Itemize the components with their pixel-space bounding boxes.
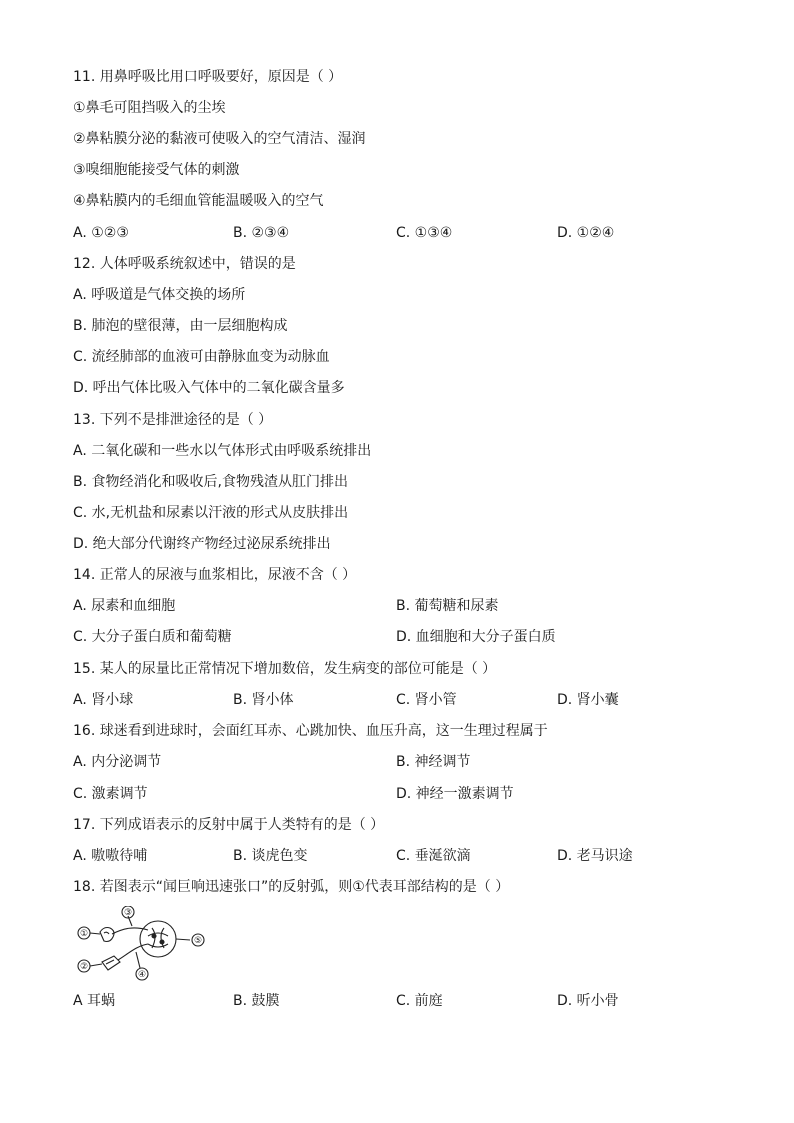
q15-stem: 15. 某人的尿量比正常情况下增加数倍，发生病变的部位可能是（ ）: [73, 661, 497, 677]
q12-option-a[interactable]: A. 呼吸道是气体交换的场所: [73, 287, 246, 303]
q16-stem: 16. 球迷看到进球时，会面红耳赤、心跳加快、血压升高，这一生理过程属于: [73, 723, 548, 739]
q15-option-a[interactable]: A. 肾小球: [73, 692, 134, 708]
q18-option-d[interactable]: D. 听小骨: [557, 993, 619, 1009]
effector-shape: [102, 956, 120, 970]
q17-stem: 17. 下列成语表示的反射中属于人类特有的是（ ）: [73, 817, 385, 833]
q17-option-b[interactable]: B. 谈虎色变: [233, 848, 308, 864]
q12-stem: 12. 人体呼吸系统叙述中，错误的是: [73, 256, 296, 272]
q11-option-a[interactable]: A. ①②③: [73, 225, 129, 241]
q12-option-c[interactable]: C. 流经肺部的血液可由静脉血变为动脉血: [73, 349, 330, 365]
q14-stem: 14. 正常人的尿液与血浆相比，尿液不含（ ）: [73, 567, 357, 583]
q13-stem: 13. 下列不是排泄途径的是（ ）: [73, 412, 273, 428]
q11-stem: 11. 用鼻呼吸比用口呼吸要好，原因是（ ）: [73, 69, 343, 85]
q11-statement-3: ③嗅细胞能接受气体的刺激: [73, 162, 240, 178]
q14-option-c[interactable]: C. 大分子蛋白质和葡萄糖: [73, 629, 232, 645]
leader-4: [136, 952, 140, 968]
q15-option-b[interactable]: B. 肾小体: [233, 692, 294, 708]
q13-option-c[interactable]: C. 水,无机盐和尿素以汗液的形式从皮肤排出: [73, 505, 349, 521]
q16-option-b[interactable]: B. 神经调节: [396, 754, 471, 770]
q11-statement-2: ②鼻粘膜分泌的黏液可使吸入的空气清洁、湿润: [73, 131, 366, 147]
leader-2: [90, 964, 102, 966]
q14-option-d[interactable]: D. 血细胞和大分子蛋白质: [396, 629, 556, 645]
q11-option-c[interactable]: C. ①③④: [396, 225, 453, 241]
q13-option-b[interactable]: B. 食物经消化和吸收后,食物残渣从肛门排出: [73, 474, 348, 490]
leader-1: [90, 933, 100, 934]
q14-option-b[interactable]: B. 葡萄糖和尿素: [396, 598, 499, 614]
q17-option-c[interactable]: C. 垂涎欲滴: [396, 848, 471, 864]
ear-shape: [100, 928, 114, 942]
q17-option-a[interactable]: A. 嗷嗷待哺: [73, 848, 148, 864]
q16-option-a[interactable]: A. 内分泌调节: [73, 754, 162, 770]
q17-option-d[interactable]: D. 老马识途: [557, 848, 633, 864]
q11-statement-4: ④鼻粘膜内的毛细血管能温暖吸入的空气: [73, 193, 324, 209]
q18-option-c[interactable]: C. 前庭: [396, 993, 443, 1009]
q11-option-b[interactable]: B. ②③④: [233, 225, 290, 241]
efferent-nerve: [118, 944, 148, 960]
q12-option-b[interactable]: B. 肺泡的壁很薄，由一层细胞构成: [73, 318, 288, 334]
q16-option-c[interactable]: C. 激素调节: [73, 786, 148, 802]
q14-option-a[interactable]: A. 尿素和血细胞: [73, 598, 176, 614]
q15-option-d[interactable]: D. 肾小囊: [557, 692, 619, 708]
nerve-center: [140, 921, 176, 957]
q13-option-d[interactable]: D. 绝大部分代谢终产物经过泌尿系统排出: [73, 536, 331, 552]
label-4: ④: [137, 970, 147, 980]
q15-option-c[interactable]: C. 肾小管: [396, 692, 457, 708]
q11-option-d[interactable]: D. ①②④: [557, 225, 615, 241]
q18-option-b[interactable]: B. 鼓膜: [233, 993, 280, 1009]
q11-statement-1: ①鼻毛可阻挡吸入的尘埃: [73, 100, 226, 116]
label-5: ⑤: [193, 936, 203, 946]
q12-option-d[interactable]: D. 呼出气体比吸入气体中的二氧化碳含量多: [73, 380, 345, 396]
label-1: ①: [79, 929, 89, 939]
q16-option-d[interactable]: D. 神经一激素调节: [396, 786, 514, 802]
label-3: ③: [123, 908, 133, 918]
leader-5: [176, 939, 190, 940]
q18-stem: 18. 若图表示“闻巨响迅速张口”的反射弧，则①代表耳部结构的是（ ）: [73, 879, 510, 895]
reflex-arc-figure: [76, 906, 212, 982]
q13-option-a[interactable]: A. 二氧化碳和一些水以气体形式由呼吸系统排出: [73, 443, 372, 459]
q18-option-a[interactable]: A 耳蜗: [73, 993, 116, 1009]
label-2: ②: [79, 962, 89, 972]
